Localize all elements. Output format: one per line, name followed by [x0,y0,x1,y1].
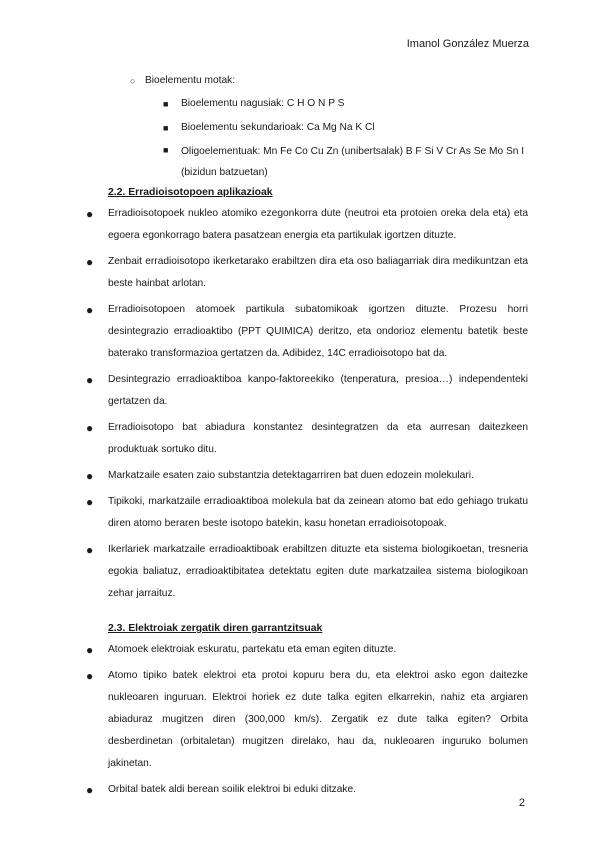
list-item-text: Orbital batek aldi berean soilik elektroi bi eduki ditzake. [108,784,357,795]
bullet-icon: ● [86,469,94,483]
bioelementu-item [86,116,528,140]
list-item [86,203,528,247]
bullet-icon: ● [86,669,94,683]
list-item-text: Erradioisotopoek nukleo atomiko ezegonkorra dute (neutroi eta protoien oreka dela eta) eta egoera egonkorrago batera pasatzean energia eta partikulak igortzen dituzte. [108,208,528,241]
square-bullet-icon: ■ [163,99,169,109]
list-item [86,539,528,605]
list-item [86,299,528,365]
bioelementu-title-item [86,70,528,92]
bullet-icon: ● [86,783,94,797]
bullet-icon: ● [86,207,94,221]
page-number: 2 [518,797,525,809]
list-item-text: Atomo tipiko batek elektroi eta protoi kopuru bera du, eta elektroi asko egon daitezke nukleoaren inguruan. Elektroi horiek ez dute talka egiten elkarrekin, nahiz eta argiaren abiaduraz mugitzen diren (300,000 km/s). Zergatik ez dute talka egiten? Orbita desberdinetan (orbitaletan) mugitzen direlako, hau da, nukleoaren inguruko bolumen jakinetan. [108,670,528,769]
bioelementu-item [86,140,528,183]
list-item [86,417,528,461]
list-item [86,639,528,661]
list-item [86,465,528,487]
bioelementu-item-text: Bioelementu nagusiak: C H O N P S [181,98,345,109]
list-item [86,779,528,801]
list-item-text: Ikerlariek markatzaile erradioaktiboak erabiltzen dituzte eta sistema biologikoetan, tresneria egokia baliatuz, erradioaktibitatea detektatu egiten dute markatzailea sistema biologikoan zehar jarraituz. [108,544,528,599]
square-bullet-icon: ■ [163,145,169,155]
bioelementu-item-text: Oligoelementuak: Mn Fe Co Cu Zn (unibertsalak) B F Si V Cr As Se Mo Sn I (bizidun batzuetan) [181,146,525,178]
list-item [86,369,528,413]
bullet-icon: ● [86,421,94,435]
list-item-text: Markatzaile esaten zaio substantzia detektagarriren bat duen edozein molekulari. [108,470,474,481]
bioelementu-item-text: Bioelementu sekundarioak: Ca Mg Na K Cl [181,122,375,133]
bullet-icon: ● [86,303,94,317]
list-item [86,665,528,775]
list-item-text: Atomoek elektroiak eskuratu, partekatu eta eman egiten dituzte. [108,644,397,655]
bullet-icon: ● [86,255,94,269]
bioelementu-title: Bioelementu motak: [145,75,236,86]
bullet-icon: ● [86,543,94,557]
list-item [86,491,528,535]
bullet-icon: ● [86,495,94,509]
square-bullet-icon: ■ [163,123,169,133]
header-author: Imanol González Muerza [406,38,529,50]
list-item-text: Tipikoki, markatzaile erradioaktiboa molekula bat da zeinean atomo bat edo gehiago trukatu diren atomo beraren beste isotopo batekin, kasu honetan erradioisotopoak. [108,496,528,529]
list-item [86,251,528,295]
list-item-text: Erradioisotopoen atomoek partikula subatomikoak igortzen dituzte. Prozesu horri desintegrazio erradioaktibo (PPT QUIMICA) deritzo, eta ondorioz elementu batetik beste baterako transformazioa gertatzen da. Adibidez, 14C erradioisotopo bat da. [108,304,528,359]
document-body [86,70,528,801]
list-item-text: Erradioisotopo bat abiadura konstantez desintegratzen da eta aurresan daitezkeen produktuak sortuko ditu. [108,422,528,455]
bioelementu-item [86,92,528,116]
section-heading-2-3: 2.3. Elektroiak zergatik diren garrantzitsuak [108,623,323,634]
circle-bullet-icon: ○ [130,76,136,86]
section-heading-2-2: 2.2. Erradioisotopoen aplikazioak [108,187,273,198]
list-item-text: Zenbait erradioisotopo ikerketarako erabiltzen dira eta oso baliagarriak dira medikuntzan eta beste hainbat arlotan. [108,256,528,289]
bullet-icon: ● [86,643,94,657]
list-item-text: Desintegrazio erradioaktiboa kanpo-faktoreekiko (tenperatura, presioa…) independenteki gertatzen da. [108,374,528,407]
bullet-icon: ● [86,373,94,387]
